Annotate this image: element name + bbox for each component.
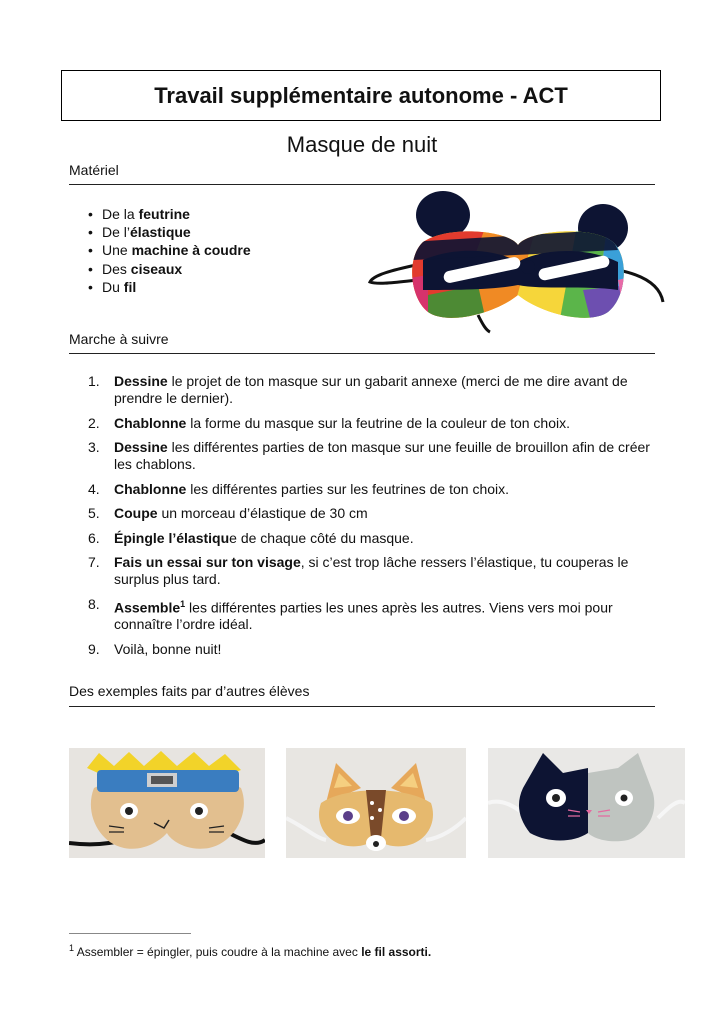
subtitle: Masque de nuit (286, 132, 438, 157)
list-item: • Des ciseaux (88, 260, 183, 277)
title-box (61, 70, 661, 121)
list-item: • De la feutrine (88, 206, 190, 222)
example-cat-mask-image (488, 748, 685, 858)
materiel-divider (69, 184, 655, 185)
list-item: 2. Chablonne la forme du masque sur la feutrine de la couleur de ton choix. (88, 414, 571, 431)
list-item: • De l’élastique (88, 224, 191, 241)
rainbow-mask-image (368, 190, 668, 335)
steps-list (88, 373, 668, 665)
marche-heading: Marche à suivre (69, 331, 169, 347)
example-ninja-mask-image (69, 748, 265, 858)
footnote-divider (69, 933, 191, 934)
list-item: 1. Dessine le projet de ton masque sur un gabarit annexe (merci de me dire avant de prendre le dernier). (88, 373, 628, 406)
list-item: • Du fil (88, 278, 137, 295)
marche-divider (69, 353, 655, 354)
page-title: Travail supplémentaire autonome - ACT (154, 82, 568, 108)
example-fox-mask-image (286, 748, 466, 858)
materiel-list (88, 205, 251, 296)
list-item: 4. Chablonne les différentes parties sur les feutrines de ton choix. (88, 480, 510, 497)
materiel-heading: Matériel (69, 162, 119, 178)
list-item: 9. Voilà, bonne nuit! (88, 640, 222, 657)
list-item: 5. Coupe un morceau d’élastique de 30 cm (88, 505, 368, 521)
exemples-heading: Des exemples faits par d’autres élèves (69, 683, 310, 699)
exemples-divider (69, 706, 655, 707)
list-item: 7. Fais un essai sur ton visage, si c’est trop lâche ressers l’élastique, tu couperas le surplus plus tard. (88, 554, 629, 587)
list-item: • Une machine à coudre (88, 242, 251, 259)
list-item: 3. Dessine les différentes parties de ton masque sur une feuille de brouillon afin de créer les chablons. (88, 439, 650, 472)
list-item: 8. Assemble$^1$ les différentes parties les unes après les autres. Viens vers moi pour connaître l’ordre idéal. (88, 595, 613, 633)
footnote: $^1$ Assembler = épingler, puis coudre à la machine avec le fil assorti. (69, 943, 432, 959)
list-item: 6. Épingle l’élastique de chaque côté du masque. (88, 529, 414, 546)
